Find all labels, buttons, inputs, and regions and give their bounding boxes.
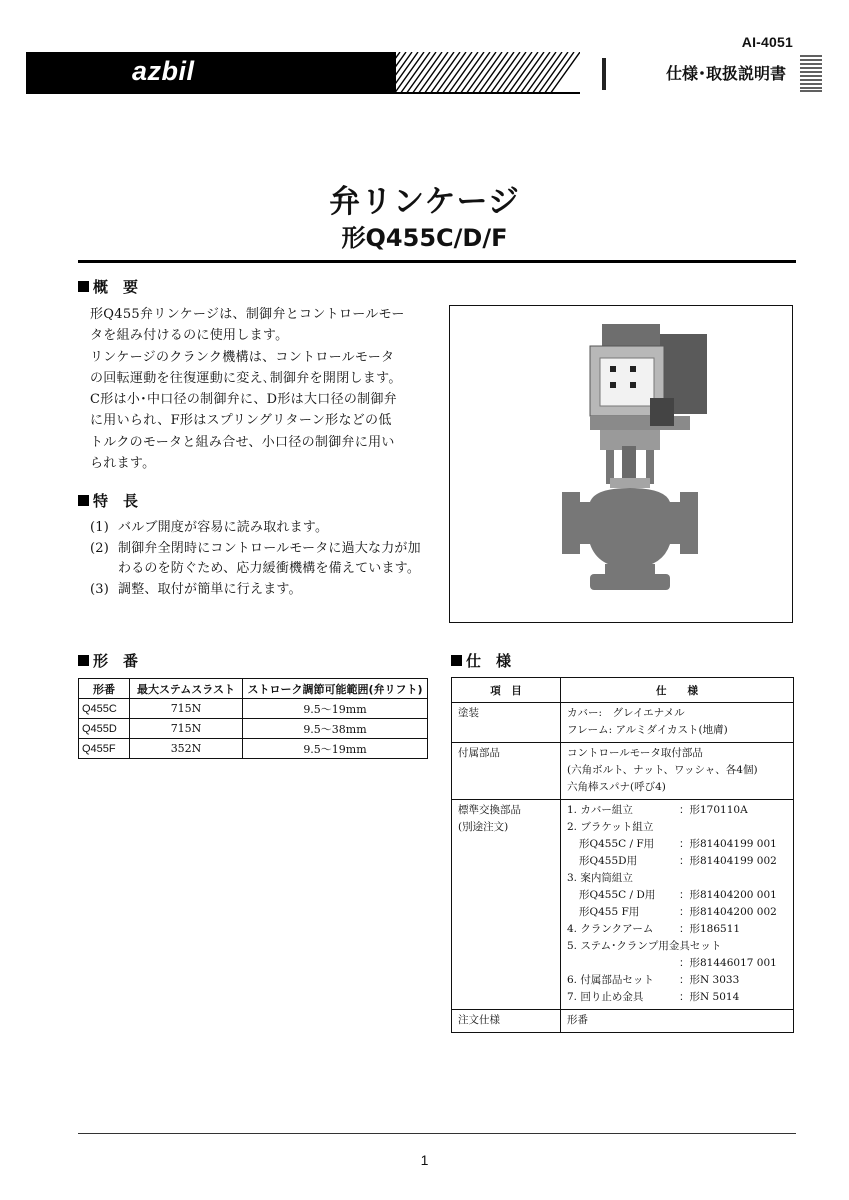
overview-line: リンケージのクランク機構は、コントロールモータ [90, 349, 395, 365]
part-label: 4. クランクアーム [567, 923, 654, 935]
spec-part-line [567, 989, 788, 1006]
part-number: ：形N 3033 [679, 974, 740, 986]
spec-value [561, 703, 794, 743]
title-divider [78, 260, 796, 263]
spec-line: カバー: グレイエナメル [567, 707, 685, 719]
overview-line: られます。 [90, 456, 156, 472]
part-label: 1. カバー組立 [567, 804, 633, 816]
part-number: ：形81404199 001 [679, 838, 777, 850]
part-number: ：形81404200 002 [679, 906, 777, 918]
table-cell: 715N [130, 699, 243, 719]
part-number: ：形186511 [679, 923, 741, 935]
header-banner-stripes [330, 52, 580, 94]
table-header-row [79, 679, 428, 699]
features-heading-label: 特 長 [93, 492, 139, 510]
spec-item-label: 注文仕様 [458, 1014, 500, 1026]
part-label: 5. ステム･クランプ用金具セット [567, 940, 722, 952]
spec-item [452, 703, 561, 743]
document-type: 仕様･取扱説明書 [614, 58, 794, 90]
feature-number: (3) [90, 581, 110, 597]
spec-line: フレーム: アルミダイカスト(地膚) [567, 724, 728, 736]
feature-number: (1) [90, 520, 110, 535]
part-label: 形Q455C / D用 [579, 889, 656, 901]
footer-divider [78, 1133, 796, 1134]
spec-item-label: 付属部品 [458, 747, 500, 759]
spec-part-line [567, 887, 788, 904]
page-title: 弁リンケージ [329, 184, 520, 220]
column-header: 仕 様 [561, 678, 794, 703]
spec-line: 形番 [567, 1014, 588, 1026]
overview-heading [78, 276, 138, 297]
doc-type-marker [602, 58, 606, 90]
features-list [90, 518, 430, 600]
table-row [79, 739, 428, 759]
table-cell: Q455D [79, 719, 130, 739]
spec-value [561, 1010, 794, 1033]
table-row [452, 800, 794, 1010]
spec-part-line [567, 836, 788, 853]
spec-table [451, 677, 794, 1033]
overview-line: 形Q455弁リンケージは、制御弁とコントロールモー [90, 307, 405, 322]
spec-part-line [567, 921, 788, 938]
page-number: 1 [420, 1152, 429, 1168]
azbil-logo: azbil [132, 56, 195, 86]
feature-text: バルブ開度が容易に読み取れます。 [118, 520, 329, 535]
overview-line: の回転運動を往復運動に変え､制御弁を開閉します。 [90, 370, 402, 386]
part-number: ：形170110A [679, 804, 748, 816]
part-label: 形Q455C / F用 [579, 838, 655, 850]
document-id: AI-4051 [741, 34, 793, 50]
models-heading [78, 650, 138, 671]
part-number: ：形N 5014 [679, 991, 740, 1003]
table-cell: 352N [130, 739, 243, 759]
overview-line: に用いられ、F形はスプリングリターン形などの低 [90, 413, 392, 429]
part-label: 7. 回り止め金具 [567, 991, 644, 1003]
feature-item [90, 518, 430, 539]
overview-line: タを組み付けるのに使用します。 [90, 328, 289, 344]
overview-line: トルクのモータと組み合せ、小口径の制御弁に用い [90, 434, 395, 450]
spec-item [452, 800, 561, 1010]
table-cell: 9.5～19mm [243, 739, 428, 759]
overview-line: C形は小･中口径の制御弁に、D形は大口径の制御弁 [90, 392, 398, 408]
spec-item-label: 塗装 [458, 707, 479, 719]
spec-part-line [567, 955, 788, 972]
features-heading [78, 490, 138, 511]
table-cell: 9.5～38mm [243, 719, 428, 739]
part-label: 形Q455D用 [579, 855, 638, 867]
spec-item [452, 1010, 561, 1033]
spec-line: 六角棒スパナ(呼び4) [567, 781, 666, 793]
feature-item [90, 580, 430, 601]
table-header-row [452, 678, 794, 703]
column-header: 最大ステムスラスト [130, 679, 243, 699]
section-square-icon [78, 281, 89, 292]
table-cell: Q455F [79, 739, 130, 759]
spec-line: コントロールモータ取付部品 [567, 747, 703, 759]
part-label: 2. ブラケット組立 [567, 821, 654, 833]
header-right-lines [800, 54, 822, 92]
spec-value [561, 743, 794, 800]
feature-item [90, 539, 430, 580]
spec-line: (六角ボルト、ナット、ワッシャ、各4個) [567, 764, 758, 776]
part-number: ：形81446017 001 [679, 957, 777, 969]
feature-text: 制御弁全閉時にコントロールモータに過大な力が加わるのを防ぐため、応力緩衝機構を備えています。 [118, 540, 421, 576]
part-label: 6. 付属部品セット [567, 974, 654, 986]
table-row [452, 703, 794, 743]
model-table [78, 678, 428, 759]
part-label: 3. 案内筒組立 [567, 872, 633, 884]
spec-heading-label: 仕 様 [466, 652, 512, 670]
spec-part-line [567, 904, 788, 921]
part-number: ：形81404200 001 [679, 889, 777, 901]
section-square-icon [78, 655, 89, 666]
table-row [452, 1010, 794, 1033]
table-row [79, 699, 428, 719]
part-label: 形Q455 F用 [579, 906, 640, 918]
spec-item-label: 標準交換部品 [458, 804, 521, 816]
table-row [452, 743, 794, 800]
table-cell: 9.5～19mm [243, 699, 428, 719]
column-header: ストローク調節可能範囲(弁リフト) [243, 679, 428, 699]
spec-part-line [567, 819, 788, 836]
spec-heading [451, 650, 511, 671]
table-cell: Q455C [79, 699, 130, 719]
valve-linkage-illustration [450, 306, 792, 622]
column-header: 形番 [79, 679, 130, 699]
feature-number: (2) [90, 540, 110, 556]
spec-value [561, 800, 794, 1010]
spec-part-line [567, 938, 788, 955]
feature-text: 調整、取付が簡単に行えます。 [118, 581, 302, 597]
table-row [79, 719, 428, 739]
table-cell: 715N [130, 719, 243, 739]
overview-text [90, 304, 430, 474]
part-number: ：形81404199 002 [679, 855, 777, 867]
column-header: 項 目 [452, 678, 561, 703]
page-subtitle: 形Q455C/D/F [341, 224, 508, 252]
models-heading-label: 形 番 [93, 652, 139, 670]
spec-part-line [567, 870, 788, 887]
product-photo [449, 305, 793, 623]
overview-heading-label: 概 要 [93, 278, 139, 296]
spec-part-line [567, 972, 788, 989]
spec-part-line [567, 802, 788, 819]
spec-item-label: (別途注文) [458, 821, 509, 833]
section-square-icon [451, 655, 462, 666]
spec-item [452, 743, 561, 800]
section-square-icon [78, 495, 89, 506]
spec-part-line [567, 853, 788, 870]
